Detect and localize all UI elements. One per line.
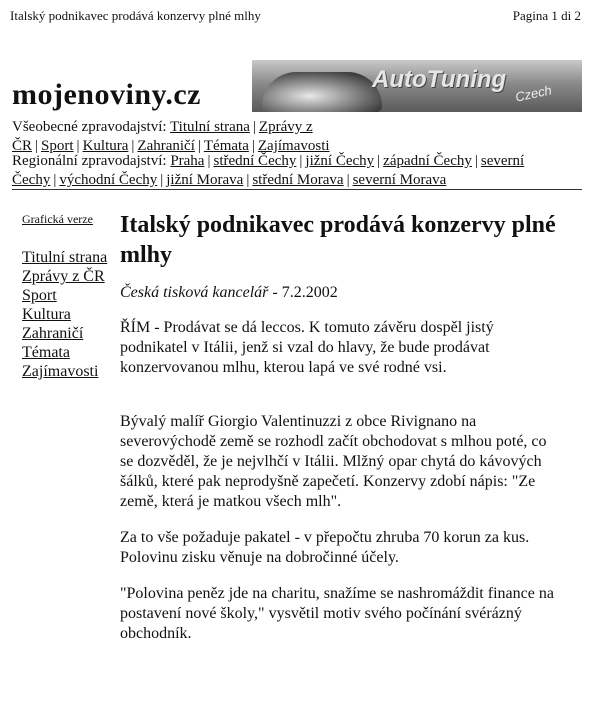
nav-link-stredni-morava[interactable]: střední Morava	[252, 172, 344, 188]
nav-link-stredni-cechy[interactable]: střední Čechy	[213, 153, 297, 169]
sidebar-item-zpravy-z-cr[interactable]: Zprávy z ČR	[22, 268, 105, 285]
nav-link-zpravy-z-cr[interactable]: Zprávy z ČR	[12, 119, 313, 154]
regional-news-nav: Regionální zpravodajství: Praha | střední Čechy | jižní Čechy | západní Čechy | severní Čechy | východní Čechy | jižní Morava | střední Morava | severní Morava	[12, 153, 525, 188]
nav-link-sport[interactable]: Sport	[41, 138, 74, 154]
nav-link-jizni-morava[interactable]: jižní Morava	[166, 172, 244, 188]
sidebar-nav	[22, 248, 117, 381]
article-headline: Italský podnikavec prodává konzervy plné mlhy	[120, 212, 556, 268]
sidebar-item-zajimavosti[interactable]: Zajímavosti	[22, 363, 99, 380]
car-image	[262, 72, 382, 112]
sidebar-item-titulni-strana[interactable]: Titulní strana	[22, 249, 108, 266]
sidebar-item-temata[interactable]: Témata	[22, 344, 70, 361]
sidebar-item-sport[interactable]: Sport	[22, 287, 57, 304]
general-news-label: Všeobecné zpravodajství:	[12, 119, 167, 135]
nav-link-severni-morava[interactable]: severní Morava	[352, 172, 447, 188]
nav-link-zajimavosti[interactable]: Zajímavosti	[257, 138, 330, 154]
nav-link-temata[interactable]: Témata	[203, 138, 249, 154]
print-header	[10, 8, 581, 24]
divider	[12, 189, 582, 190]
general-news-nav: Všeobecné zpravodajství: Titulní strana | Zprávy z ČR | Sport | Kultura | Zahraničí | Témata | Zajímavosti	[12, 119, 330, 154]
article	[120, 210, 560, 644]
banner-text: AutoTuning	[372, 66, 507, 93]
article-paragraph: Bývalý malíř Giorgio Valentinuzzi z obce Rivignano na severovýchodě země se rozhodl začít obchodovat s mlhou poté, co se dozvěděl, že je nejvlhčí v Itálii. Mlžný opar chytá do kávových šálků, které pak neprodyšně zapečetí. Konzervy zdobí nápis: "Ze země, která je matkou všech mlh".	[120, 413, 547, 510]
banner-sub: Czech	[513, 82, 554, 105]
article-byline	[120, 284, 560, 302]
article-source: Česká tisková kancelář	[120, 284, 269, 301]
regional-news-label: Regionální zpravodajství:	[12, 153, 167, 169]
nav-link-zapadni-cechy[interactable]: západní Čechy	[383, 153, 472, 169]
nav-link-jizni-cechy[interactable]: jižní Čechy	[305, 153, 375, 169]
nav-link-severni-cechy[interactable]: severní Čechy	[12, 153, 525, 188]
nav-link-zahranici[interactable]: Zahraničí	[137, 138, 195, 154]
site-title[interactable]: mojenoviny.cz	[12, 78, 201, 111]
masthead	[12, 60, 582, 116]
article-date: - 7.2.2002	[268, 284, 338, 301]
print-header-title: Italský podnikavec prodává konzervy plné mlhy	[10, 8, 261, 23]
page-indicator: Pagina 1 di 2	[512, 8, 581, 23]
article-paragraph: Za to vše požaduje pakatel - v přepočtu zhruba 70 korun za kus. Polovinu zisku věnuje na dobročinné účely.	[120, 529, 530, 566]
nav-link-vychodni-cechy[interactable]: východní Čechy	[59, 172, 158, 188]
nav-link-praha[interactable]: Praha	[170, 153, 205, 169]
article-paragraph: "Polovina peněz jde na charitu, snažíme se nashromáždit finance na postavení nové školy," vysvětil motiv svého počínání svérázný obchodník.	[120, 585, 554, 642]
sidebar-item-kultura[interactable]: Kultura	[22, 306, 71, 323]
graphic-version-link[interactable]: Grafická verze	[22, 212, 93, 226]
sidebar-item-zahranici[interactable]: Zahraničí	[22, 325, 84, 342]
nav-link-kultura[interactable]: Kultura	[82, 138, 129, 154]
banner-ad[interactable]	[252, 60, 582, 112]
nav-link-titulni-strana[interactable]: Titulní strana	[170, 119, 250, 135]
article-paragraph: ŘÍM - Prodávat se dá leccos. K tomuto závěru dospěl jistý podnikatel v Itálii, jenž si vzal do hlavy, že bude prodávat konzervovanou mlhu, kterou lapá ve své rodné vsi.	[120, 319, 494, 376]
